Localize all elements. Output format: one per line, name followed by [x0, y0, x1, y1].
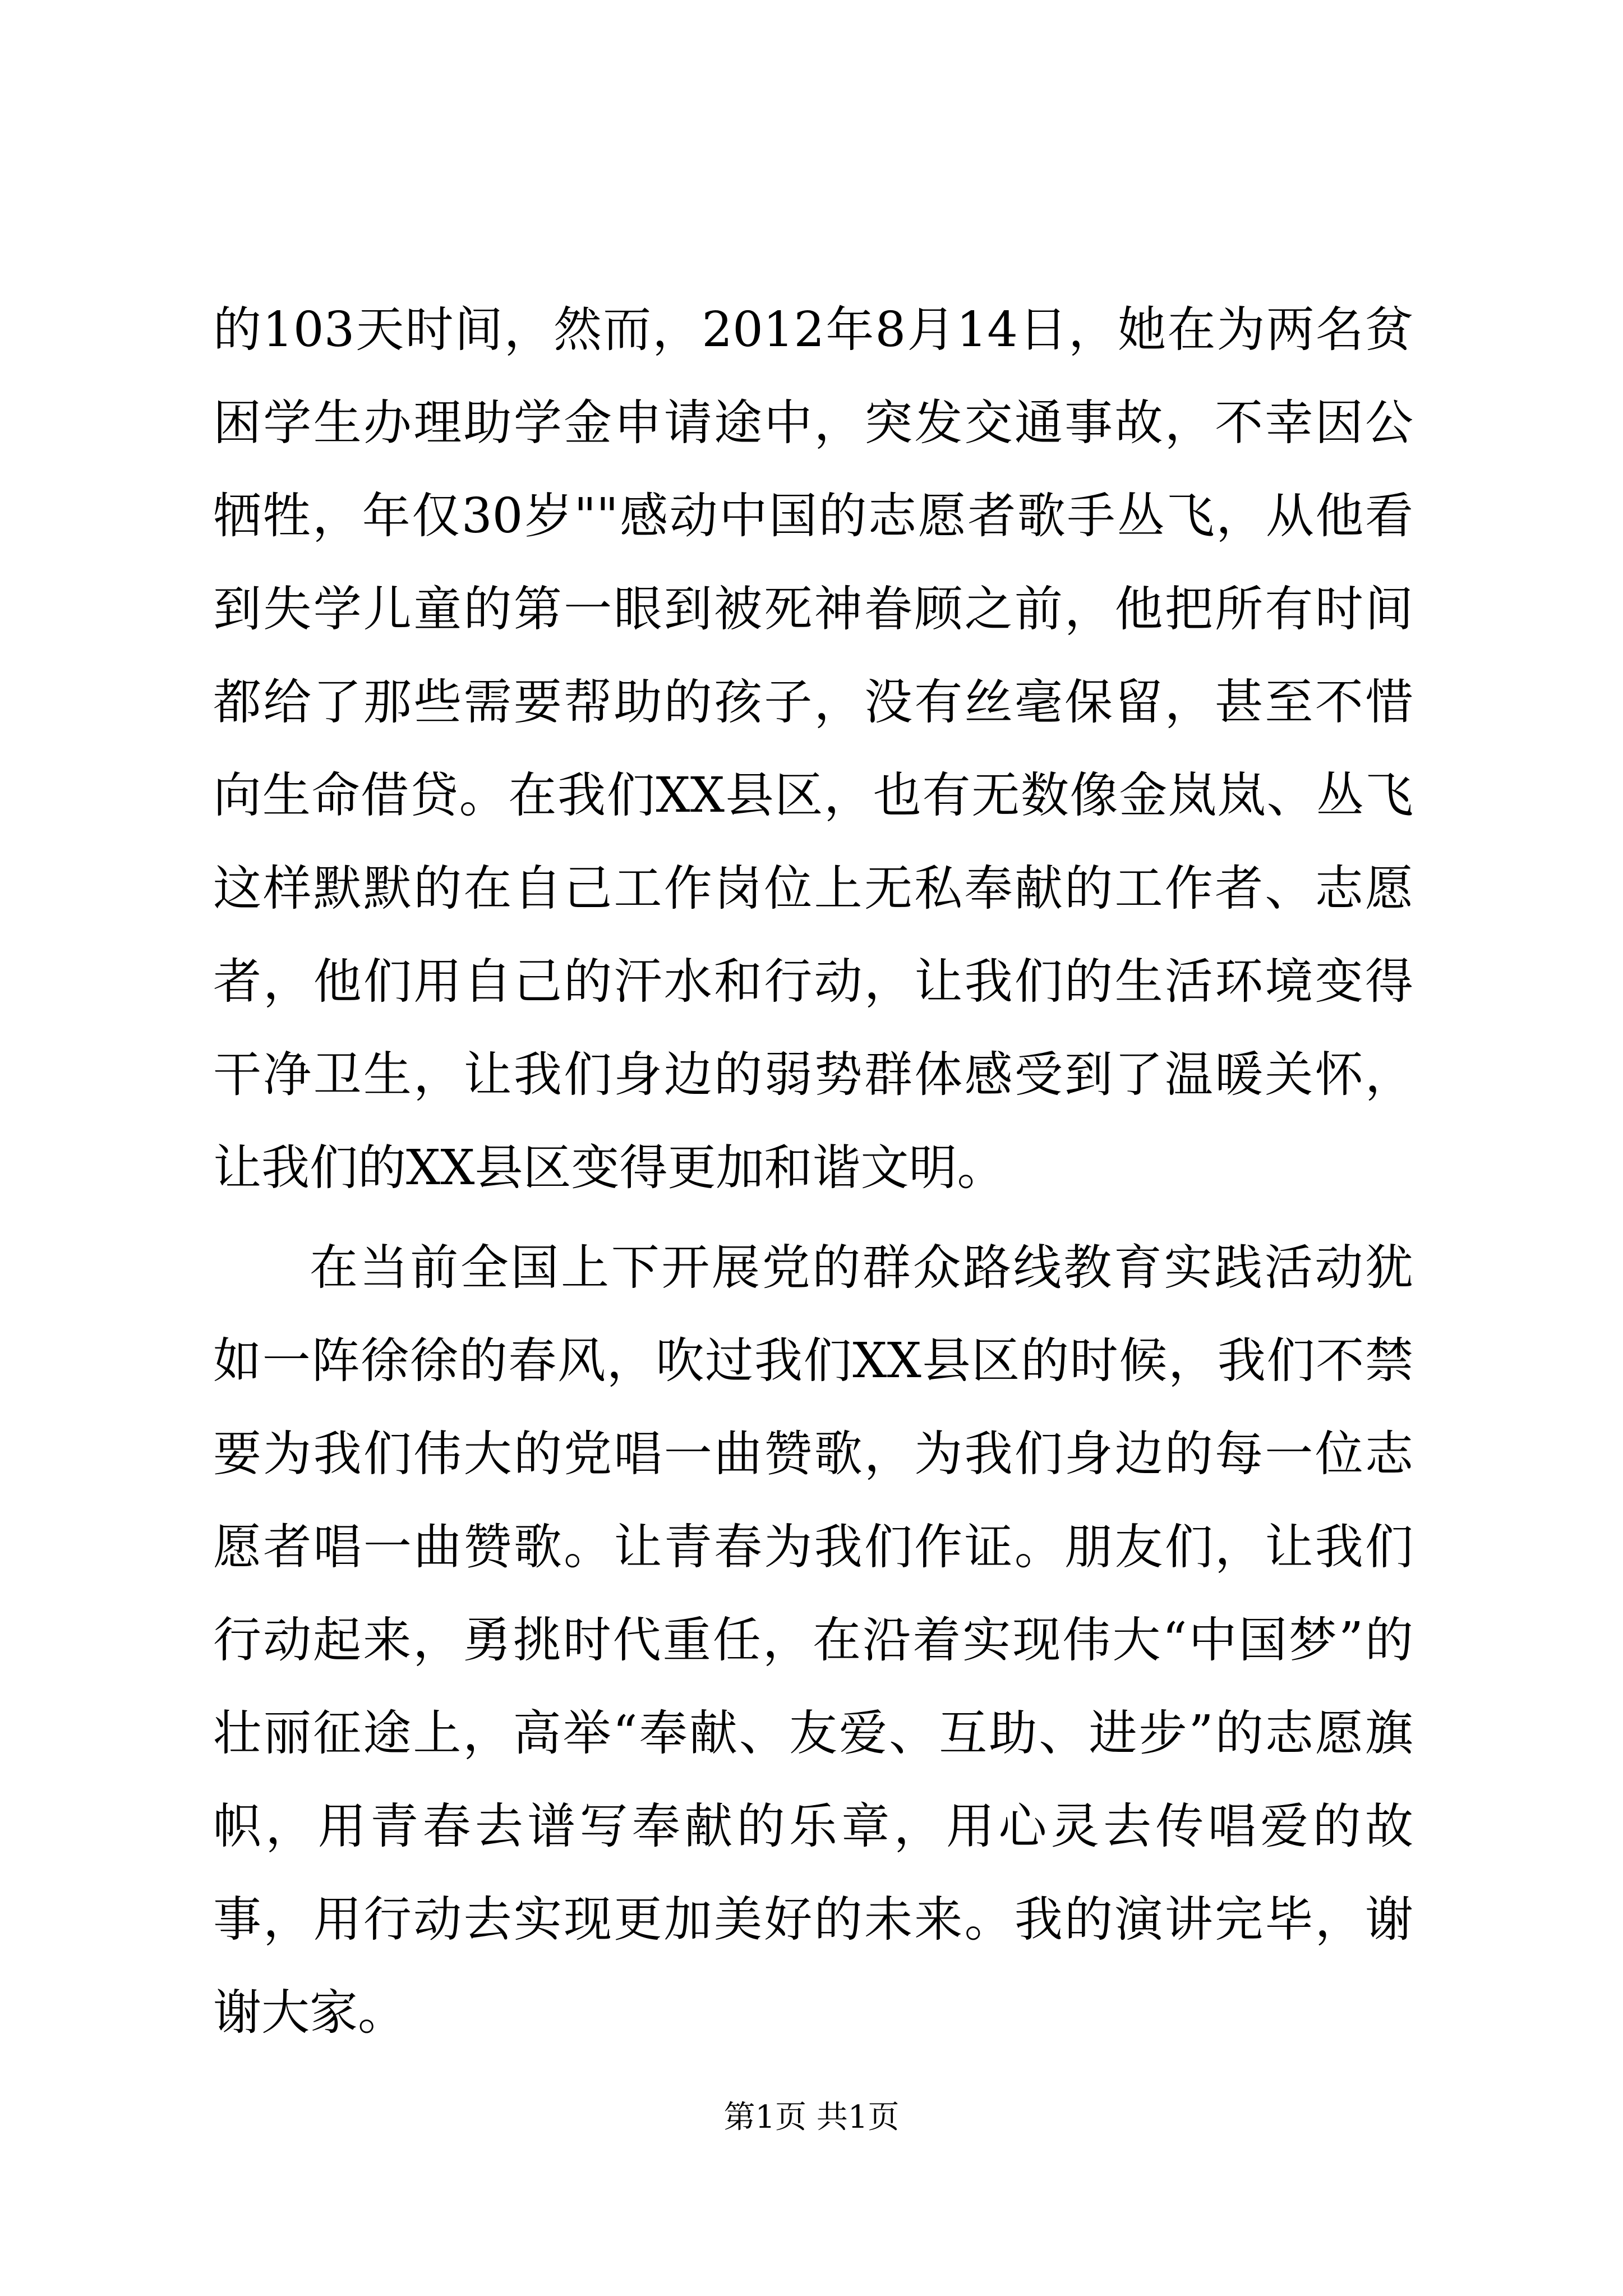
- page-footer: 第1页 共1页: [723, 2099, 900, 2136]
- paragraph-1: 的103天时间，然而，2012年8月14日，她在为两名贫困学生办理助学金申请途中，突发交通事故，不幸因公牺牲，年仅30岁""感动中国的志愿者歌手丛飞，从他看到失学儿童的第一眼到被死神眷顾之前，他把所有时间都给了那些需要帮助的孩子，没有丝毫保留，甚至不惜向生命借贷。在我们XX县区，也有无数像金岚岚、丛飞这样默默的在自己工作岗位上无私奉献的工作者、志愿者，他们用自己的汗水和行动，让我们的生活环境变得干净卫生，让我们身边的弱势群体感受到了温暖关怀，让我们的XX县区变得更加和谐文明。: [213, 302, 1413, 1196]
- document-body: [213, 283, 1413, 2059]
- paragraph-2: 在当前全国上下开展党的群众路线教育实践活动犹如一阵徐徐的春风，吹过我们XX县区的时候，我们不禁要为我们伟大的党唱一曲赞歌，为我们身边的每一位志愿者唱一曲赞歌。让青春为我们作证。朋友们，让我们行动起来，勇挑时代重任，在沿着实现伟大“中国梦”的壮丽征途上，高举“奉献、友爱、互助、进步”的志愿旗帜，用青春去谱写奉献的乐章，用心灵去传唱爱的故事，用行动去实现更加美好的未来。我的演讲完毕，谢谢大家。: [213, 1240, 1413, 2041]
